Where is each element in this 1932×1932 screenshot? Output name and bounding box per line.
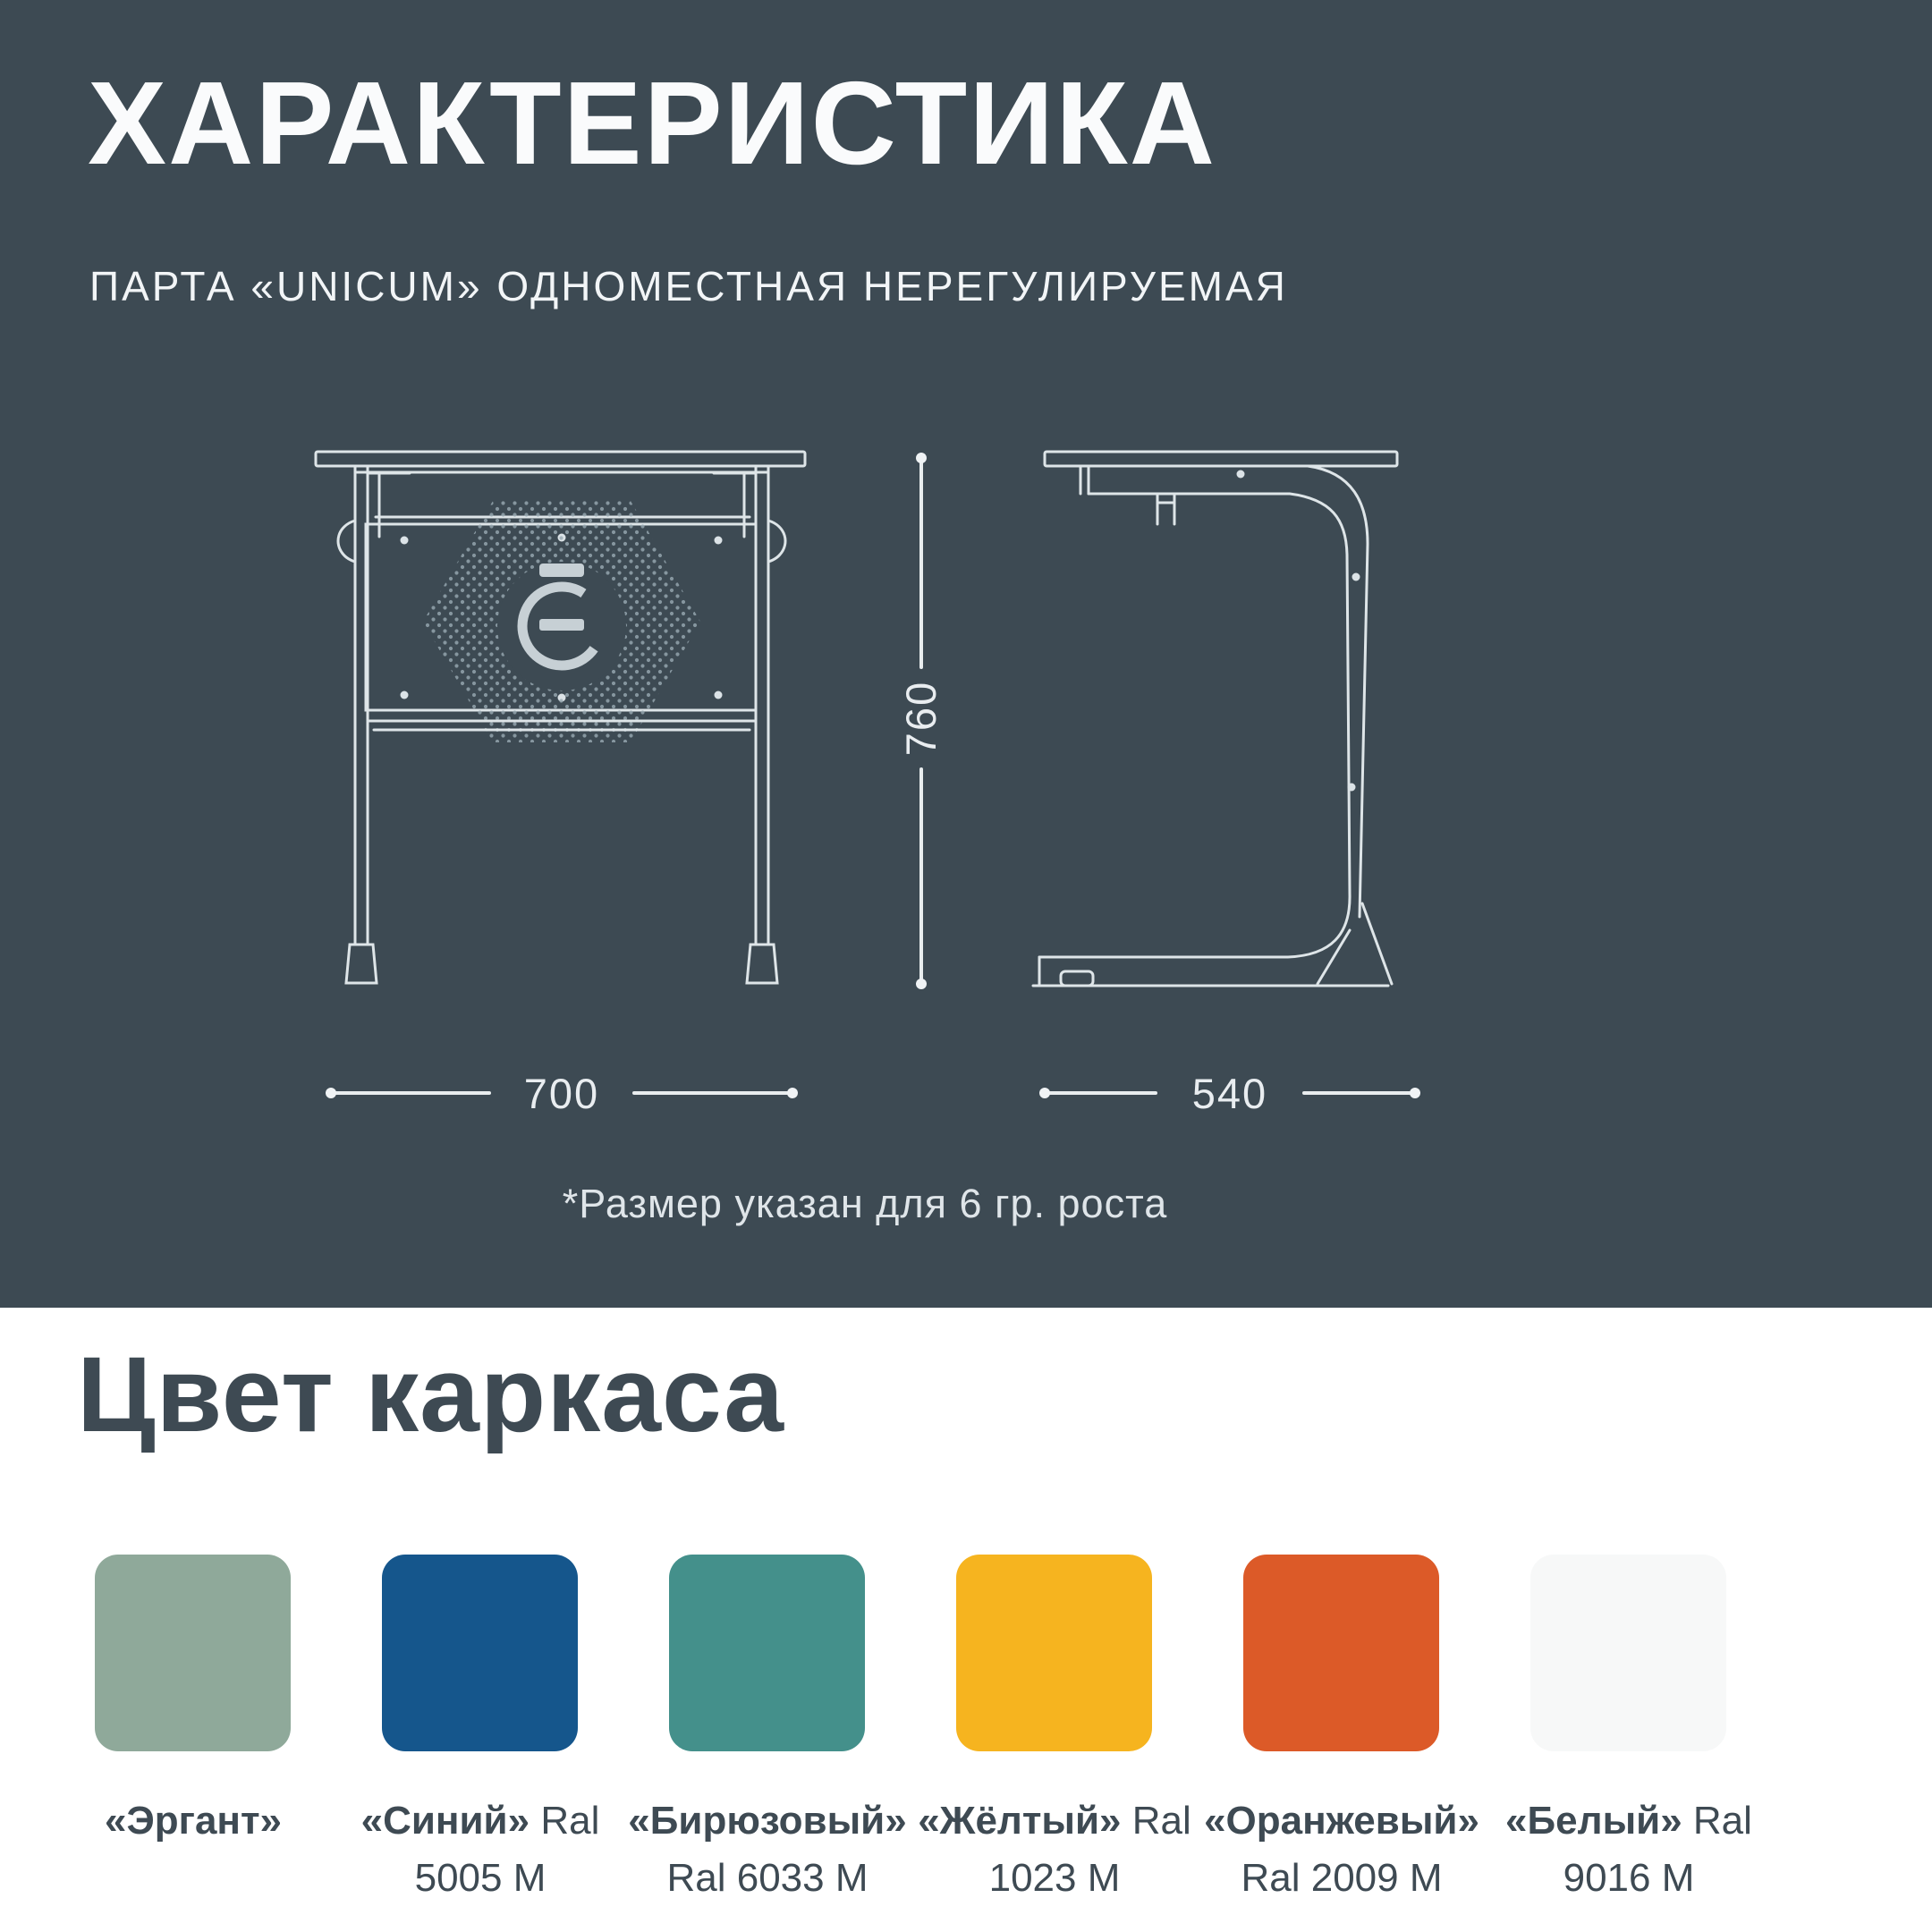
- frame-color-section: [0, 1308, 1932, 1932]
- color-card-turquoise: [628, 1555, 907, 1907]
- side-view-drawing: [1033, 452, 1397, 986]
- color-card-orange: [1204, 1555, 1479, 1907]
- dimension-front-width: [326, 1070, 798, 1117]
- color-card-ergant: [95, 1555, 291, 1907]
- color-swatch-yellow: [956, 1555, 1152, 1751]
- swatch-label: «Синий» Ral 5005 M: [360, 1799, 600, 1900]
- front-view-drawing: [316, 452, 805, 983]
- side-leg-inner: [1039, 494, 1350, 957]
- size-footnote: *Размер указан для 6 гр. роста: [562, 1181, 1168, 1226]
- side-tabletop: [1045, 452, 1397, 466]
- front-tabletop: [316, 452, 805, 466]
- swatch-row: [95, 1555, 1752, 1907]
- front-right-foot: [747, 945, 777, 983]
- swatch-label: «Бирюзовый» Ral 6033 M: [628, 1799, 907, 1900]
- dim-540-label: 540: [1191, 1070, 1268, 1117]
- swatch-label: «Жёлтый» Ral 1023 M: [918, 1799, 1191, 1900]
- side-leg-outer: [1308, 466, 1368, 917]
- swatch-label: «Эргант»: [104, 1799, 283, 1843]
- dimension-height: [897, 453, 945, 989]
- side-foot-pad: [1061, 971, 1093, 986]
- color-swatch-blue: [382, 1555, 578, 1751]
- color-swatch-turquoise: [669, 1555, 865, 1751]
- dim-760-label: 760: [897, 680, 945, 757]
- color-card-white: [1505, 1555, 1752, 1907]
- product-subtitle: ПАРТА «UNICUM» ОДНОМЕСТНАЯ НЕРЕГУЛИРУЕМАЯ: [89, 263, 1288, 309]
- brand-hexagon-logo: [423, 501, 700, 742]
- dimension-side-depth: [1039, 1070, 1420, 1117]
- color-swatch-white: [1530, 1555, 1726, 1751]
- color-swatch-orange: [1243, 1555, 1439, 1751]
- right-hook: [768, 521, 785, 562]
- color-card-yellow: [918, 1555, 1191, 1907]
- section-title: ХАРАКТЕРИСТИКА: [88, 57, 1217, 189]
- side-hook: [1157, 494, 1174, 524]
- color-swatch-ergant: [95, 1555, 291, 1751]
- color-card-blue: [360, 1555, 600, 1907]
- left-hook: [338, 521, 355, 562]
- swatch-label: «Оранжевый» Ral 2009 M: [1204, 1799, 1479, 1900]
- swatch-label: «Белый» Ral 9016 M: [1505, 1799, 1752, 1900]
- front-left-foot: [346, 945, 377, 983]
- dim-700-label: 700: [523, 1070, 600, 1117]
- frame-color-heading: Цвет каркаса: [77, 1335, 784, 1454]
